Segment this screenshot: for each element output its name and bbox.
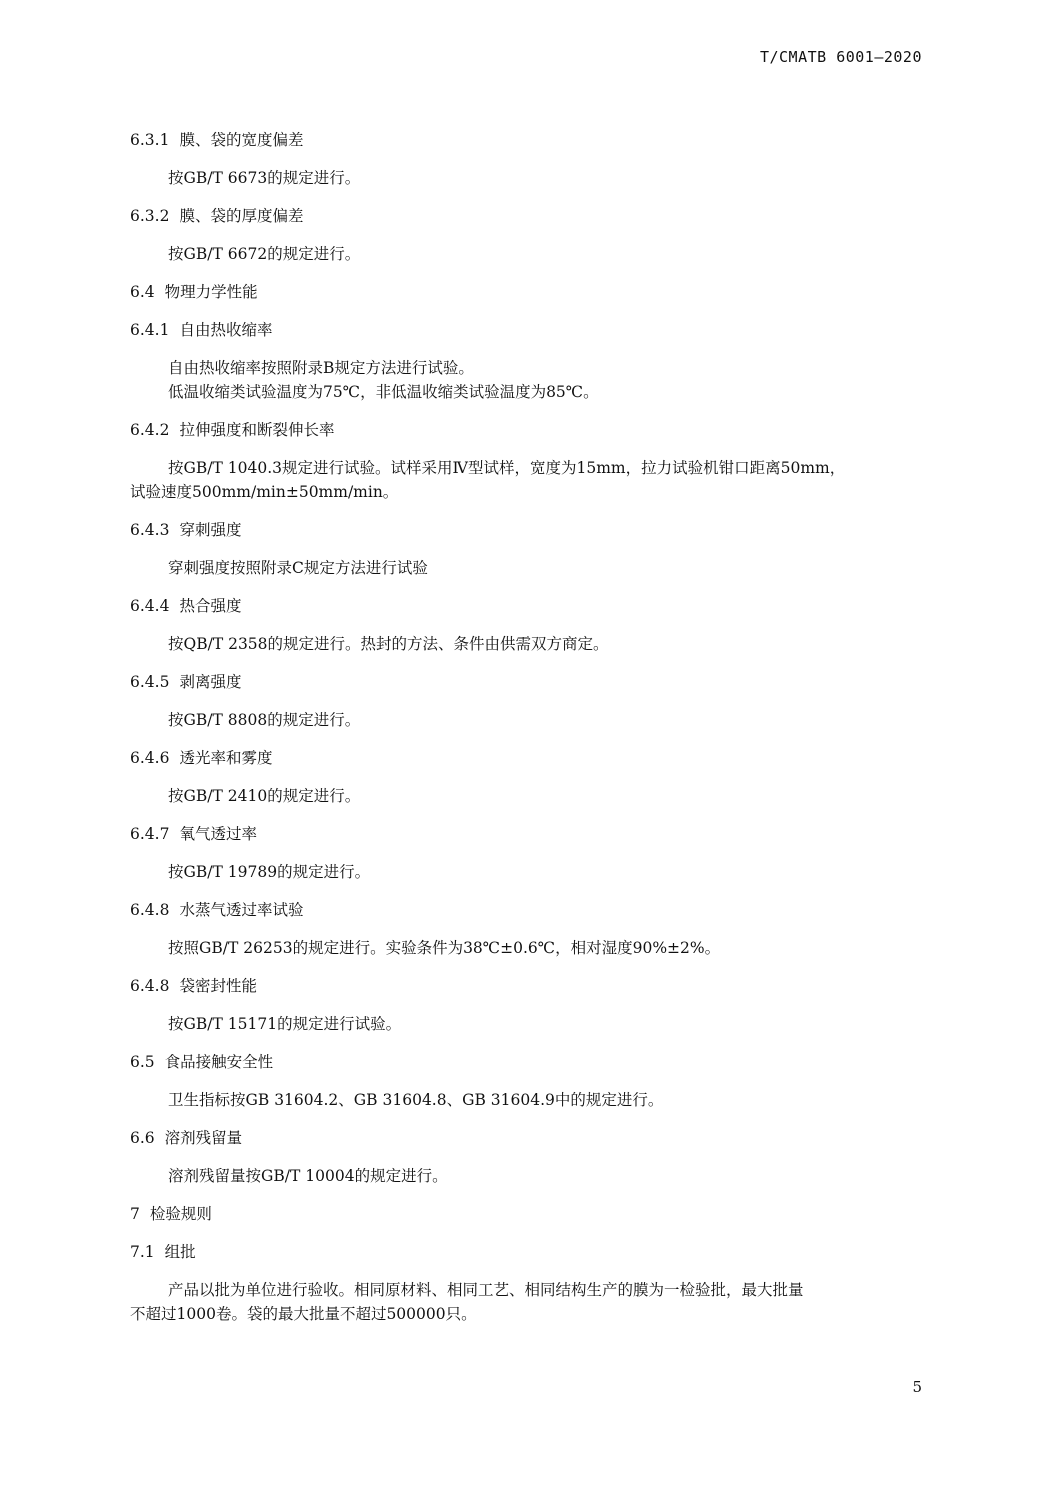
section-number: 6.4.7	[130, 825, 170, 843]
section-number: 6.3.2	[130, 207, 170, 225]
paragraph-line: 按照GB/T 26253的规定进行。实验条件为38℃±0.6℃，相对湿度90%±2%。	[168, 939, 721, 957]
paragraph-line: 按QB/T 2358的规定进行。热封的方法、条件由供需双方商定。	[168, 635, 609, 653]
paragraph-line: 按GB/T 19789的规定进行。	[168, 863, 371, 881]
document-code-header: T/CMATB 6001—2020	[759, 48, 922, 66]
section-heading	[130, 318, 930, 342]
paragraph	[130, 1012, 930, 1036]
section-title: 膜、袋的厚度偏差	[179, 207, 304, 225]
paragraph	[130, 632, 930, 656]
section-heading	[130, 1202, 930, 1226]
paragraph-line: 按GB/T 1040.3规定进行试验。试样采用Ⅳ型试样，宽度为15mm，拉力试验机钳口距离50mm，	[168, 459, 846, 477]
section-heading	[130, 280, 930, 304]
section-number: 6.3.1	[130, 131, 170, 149]
section-heading	[130, 1050, 930, 1074]
section-number: 6.4.4	[130, 597, 170, 615]
section-number: 6.5	[130, 1053, 155, 1071]
section-number: 6.4.5	[130, 673, 170, 691]
section-number: 6.4.3	[130, 521, 170, 539]
section-title: 剥离强度	[179, 673, 242, 691]
section-title: 透光率和雾度	[179, 749, 273, 767]
section-heading	[130, 518, 930, 542]
section-heading	[130, 822, 930, 846]
section-number: 6.6	[130, 1129, 155, 1147]
section-number: 6.4.2	[130, 421, 170, 439]
section-heading	[130, 594, 930, 618]
section-title: 袋密封性能	[179, 977, 257, 995]
section-title: 膜、袋的宽度偏差	[179, 131, 304, 149]
paragraph-line: 卫生指标按GB 31604.2、GB 31604.8、GB 31604.9中的规定进行。	[168, 1091, 664, 1109]
paragraph-line: 试验速度500mm/min±50mm/min。	[130, 483, 399, 501]
paragraph	[130, 860, 930, 884]
section-heading	[130, 746, 930, 770]
paragraph-line: 溶剂残留量按GB/T 10004的规定进行。	[168, 1167, 448, 1185]
paragraph-line: 按GB/T 2410的规定进行。	[168, 787, 361, 805]
paragraph-line: 不超过1000卷。袋的最大批量不超过500000只。	[130, 1305, 477, 1323]
paragraph-line: 低温收缩类试验温度为75℃，非低温收缩类试验温度为85℃。	[168, 383, 599, 401]
paragraph-line: 按GB/T 15171的规定进行试验。	[168, 1015, 402, 1033]
section-heading	[130, 418, 930, 442]
paragraph	[130, 166, 930, 190]
paragraph	[130, 708, 930, 732]
page-number: 5	[912, 1378, 922, 1396]
section-title: 拉伸强度和断裂伸长率	[179, 421, 335, 439]
section-number: 7	[130, 1205, 140, 1223]
section-number: 6.4.6	[130, 749, 170, 767]
section-heading	[130, 974, 930, 998]
section-heading	[130, 1240, 930, 1264]
paragraph	[130, 556, 930, 580]
section-title: 食品接触安全性	[164, 1053, 274, 1071]
paragraph-line: 穿刺强度按照附录C规定方法进行试验	[168, 559, 428, 577]
section-heading	[130, 204, 930, 228]
section-title: 检验规则	[149, 1205, 212, 1223]
section-number: 6.4.8	[130, 977, 170, 995]
section-title: 穿刺强度	[179, 521, 242, 539]
section-title: 组批	[164, 1243, 196, 1261]
paragraph	[130, 784, 930, 808]
paragraph	[130, 1164, 930, 1188]
paragraph	[130, 456, 930, 504]
section-heading	[130, 670, 930, 694]
paragraph-line: 按GB/T 8808的规定进行。	[168, 711, 361, 729]
paragraph	[130, 356, 930, 404]
section-title: 水蒸气透过率试验	[179, 901, 304, 919]
section-number: 6.4.1	[130, 321, 170, 339]
section-number: 7.1	[130, 1243, 155, 1261]
section-heading	[130, 898, 930, 922]
document-body	[130, 128, 930, 1340]
paragraph	[130, 242, 930, 266]
paragraph	[130, 1088, 930, 1112]
section-number: 6.4	[130, 283, 155, 301]
section-heading	[130, 1126, 930, 1150]
section-title: 自由热收缩率	[179, 321, 273, 339]
paragraph-line: 按GB/T 6672的规定进行。	[168, 245, 361, 263]
section-title: 氧气透过率	[179, 825, 257, 843]
section-title: 溶剂残留量	[164, 1129, 243, 1147]
paragraph	[130, 1278, 930, 1326]
section-title: 物理力学性能	[164, 283, 258, 301]
section-title: 热合强度	[179, 597, 242, 615]
paragraph-line: 产品以批为单位进行验收。相同原材料、相同工艺、相同结构生产的膜为一检验批，最大批量	[168, 1281, 804, 1299]
section-heading	[130, 128, 930, 152]
paragraph	[130, 936, 930, 960]
paragraph-line: 自由热收缩率按照附录B规定方法进行试验。	[168, 359, 474, 377]
paragraph-line: 按GB/T 6673的规定进行。	[168, 169, 361, 187]
section-number: 6.4.8	[130, 901, 170, 919]
